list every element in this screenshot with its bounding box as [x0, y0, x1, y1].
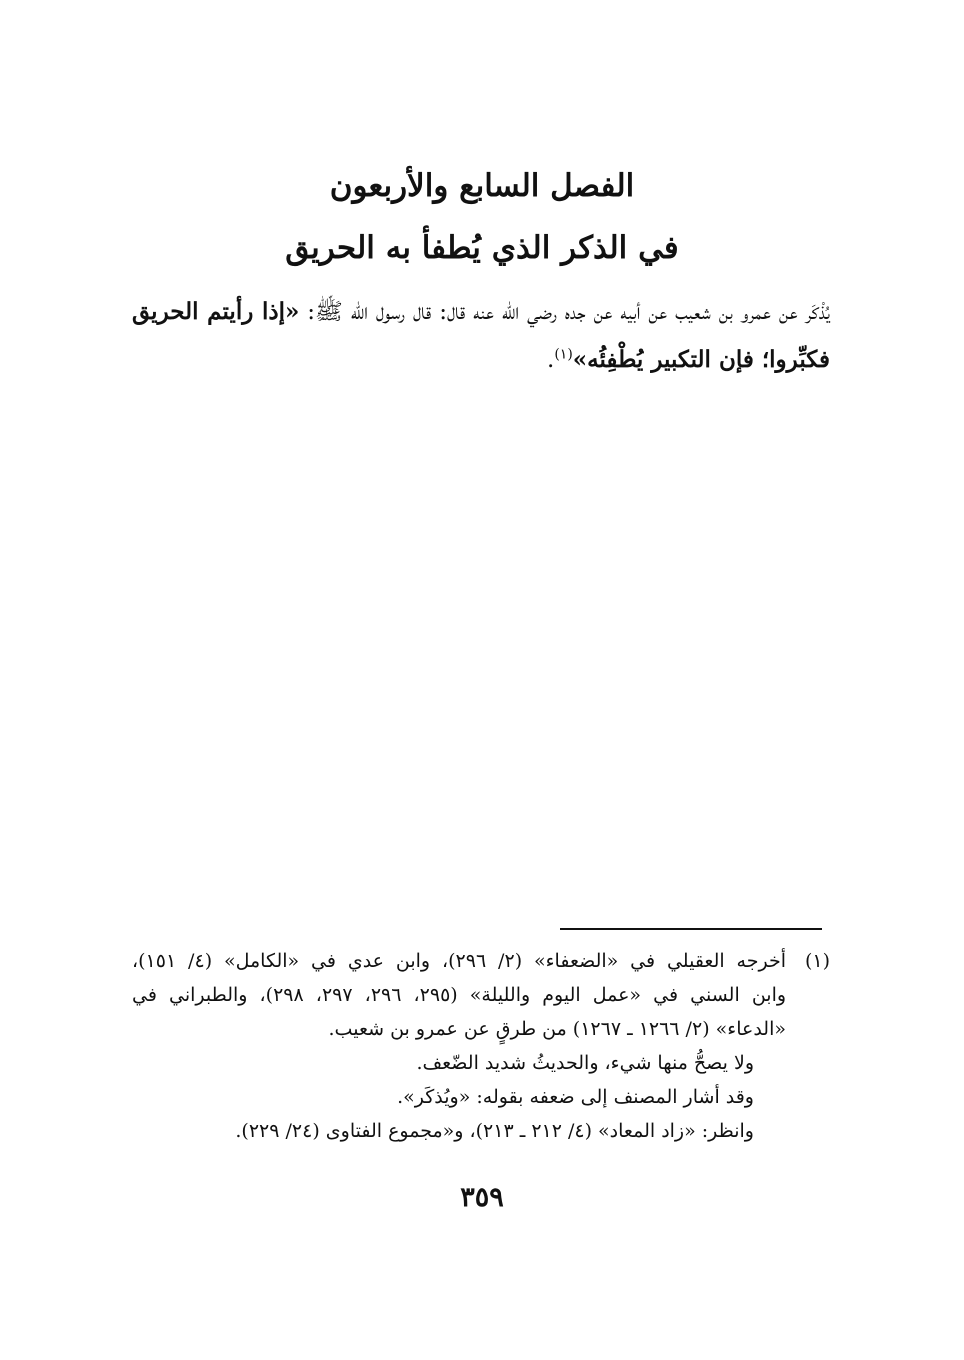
- chapter-subtitle: في الذكر الذي يُطفأ به الحريق: [285, 230, 679, 266]
- chapter-title: الفصل السابع والأربعون: [329, 168, 635, 204]
- body-paragraph: [132, 288, 830, 384]
- footnote-line: [132, 944, 830, 978]
- footnote-line: «الدعاء» (٢/ ١٢٦٦ ـ ١٢٦٧) من طرقٍ عن عمرو بن شعيب.: [328, 1018, 786, 1040]
- page-number: ٣٥٩: [460, 1182, 504, 1213]
- footnote-divider: [560, 928, 822, 930]
- footnote-line: وقد أشار المصنف إلى ضعفه بقوله: «ويُذكَر».: [397, 1086, 754, 1108]
- footnotes-section: [132, 944, 830, 1148]
- footnote-text: أخرجه العقيلي في «الضعفاء» (٢/ ٢٩٦)، وابن عدي في «الكامل» (٤/ ١٥١)،: [132, 950, 786, 972]
- sentence-end: .: [547, 347, 555, 373]
- hadith-quote: «إذا رأيتم الحريق فكبِّروا؛ فإن التكبير يُطْفِئُه»: [132, 298, 830, 373]
- footnote-line: وانظر: «زاد المعاد» (٤/ ٢١٢ ـ ٢١٣)، و«مجموع الفتاوى (٢٤/ ٢٢٩).: [235, 1120, 754, 1142]
- footnote-line: وابن السني في «عمل اليوم والليلة» (٢٩٥، ٢٩٦، ٢٩٧، ٢٩٨)، والطبراني في: [132, 984, 787, 1006]
- footnote-number: (١): [804, 950, 830, 972]
- footnote-line: ولا يصحُّ منها شيء، والحديثُ شديد الضّعف.: [416, 1052, 754, 1074]
- footnote-reference: (١): [554, 346, 573, 363]
- narration-text: يُذْكَر عن عمرو بن شعيب عن أبيه عن جده رضي الله عنه قال: قال رسول الله ﷺ:: [299, 299, 830, 325]
